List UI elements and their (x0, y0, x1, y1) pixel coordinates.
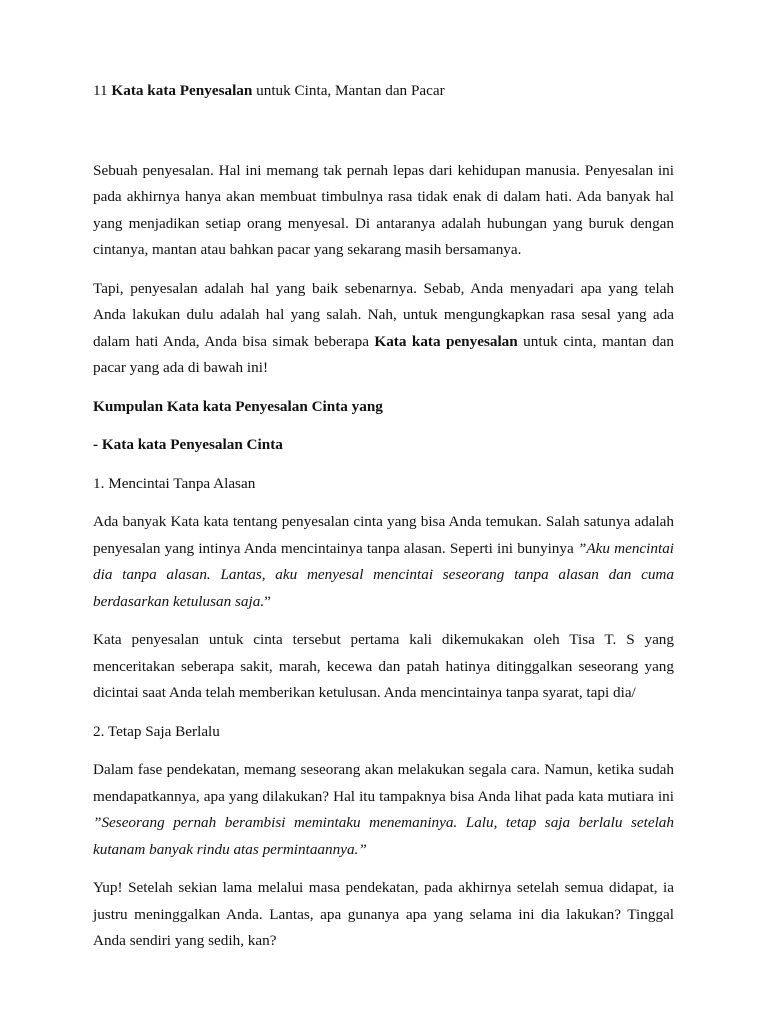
item-2-p1-before: Dalam fase pendekatan, memang seseorang akan melakukan segala cara. Namun, ketika sudah mendapatkannya, apa yang dilakukan? Hal itu tampaknya bisa Anda lihat pada kata mutiara ini (93, 761, 674, 805)
item-1-p1-before: Ada banyak Kata kata tentang penyesalan cinta yang bisa Anda temukan. Salah satunya adalah penyesalan yang intinya Anda mencintainya tanpa alasan. Seperti ini bunyinya (93, 513, 674, 557)
item-2-quote: ”Seseorang pernah berambisi memintaku menemaninya. Lalu, tetap saja berlalu setelah kutanam banyak rindu atas permintaannya.” (93, 814, 674, 858)
subsection-heading: - Kata kata Penyesalan Cinta (93, 436, 283, 453)
title-rest: untuk Cinta, Mantan dan Pacar (256, 82, 445, 99)
item-2-heading: 2. Tetap Saja Berlalu (93, 722, 220, 740)
title-bold: Kata kata Penyesalan (111, 82, 253, 99)
item-2-paragraph-1 (93, 757, 674, 863)
intro-paragraph-1: Sebuah penyesalan. Hal ini memang tak pernah lepas dari kehidupan manusia. Penyesalan ini pada akhirnya hanya akan membuat timbulnya rasa tidak enak di dalam hati. Ada banyak hal yang menjadikan setiap orang menyesal. Di antaranya adalah hubungan yang buruk dengan cintanya, mantan atau bahkan pacar yang sekarang masih bersamanya. (93, 161, 674, 258)
intro-paragraph-2 (93, 276, 674, 382)
item-1-paragraph-2: Kata penyesalan untuk cinta tersebut pertama kali dikemukakan oleh Tisa T. S yang menceritakan seberapa sakit, marah, kecewa dan patah hatinya ditinggalkan seseorang yang dicintai saat Anda telah memberikan ketulusan. Anda mencintainya tanpa syarat, tapi dia/ (93, 631, 674, 701)
section-heading: Kumpulan Kata kata Penyesalan Cinta yang (93, 397, 383, 415)
item-1-heading: 1. Mencintai Tanpa Alasan (93, 474, 256, 492)
intro-p2-after: untuk cinta, mantan dan pacar yang ada di bawah ini! (93, 332, 675, 376)
intro-p2-before: Tapi, penyesalan adalah hal yang baik sebenarnya. Sebab, Anda menyadari apa yang telah Anda lakukan dulu adalah hal yang salah. Nah, untuk mengungkapkan rasa sesal yang ada dalam hati Anda, Anda bisa simak beberapa (93, 279, 674, 350)
title-number: 11 (93, 82, 108, 99)
item-1-paragraph-1 (93, 509, 674, 615)
document-title (93, 78, 674, 105)
document-page (93, 78, 674, 967)
item-1-quote: ”Aku mencintai dia tanpa alasan. Lantas, aku menyesal mencintai seseorang tanpa alasan dan cuma berdasarkan ketulusan saja. (93, 539, 675, 610)
item-2-paragraph-2: Yup! Setelah sekian lama melalui masa pendekatan, pada akhirnya setelah semua didapat, ia justru meninggalkan Anda. Lantas, apa gunanya apa yang selama ini dia lakukan? Tinggal Anda sendiri yang sedih, kan? (93, 879, 674, 949)
intro-p2-bold: Kata kata penyesalan (374, 332, 518, 350)
item-1-p1-after: ” (264, 592, 271, 610)
